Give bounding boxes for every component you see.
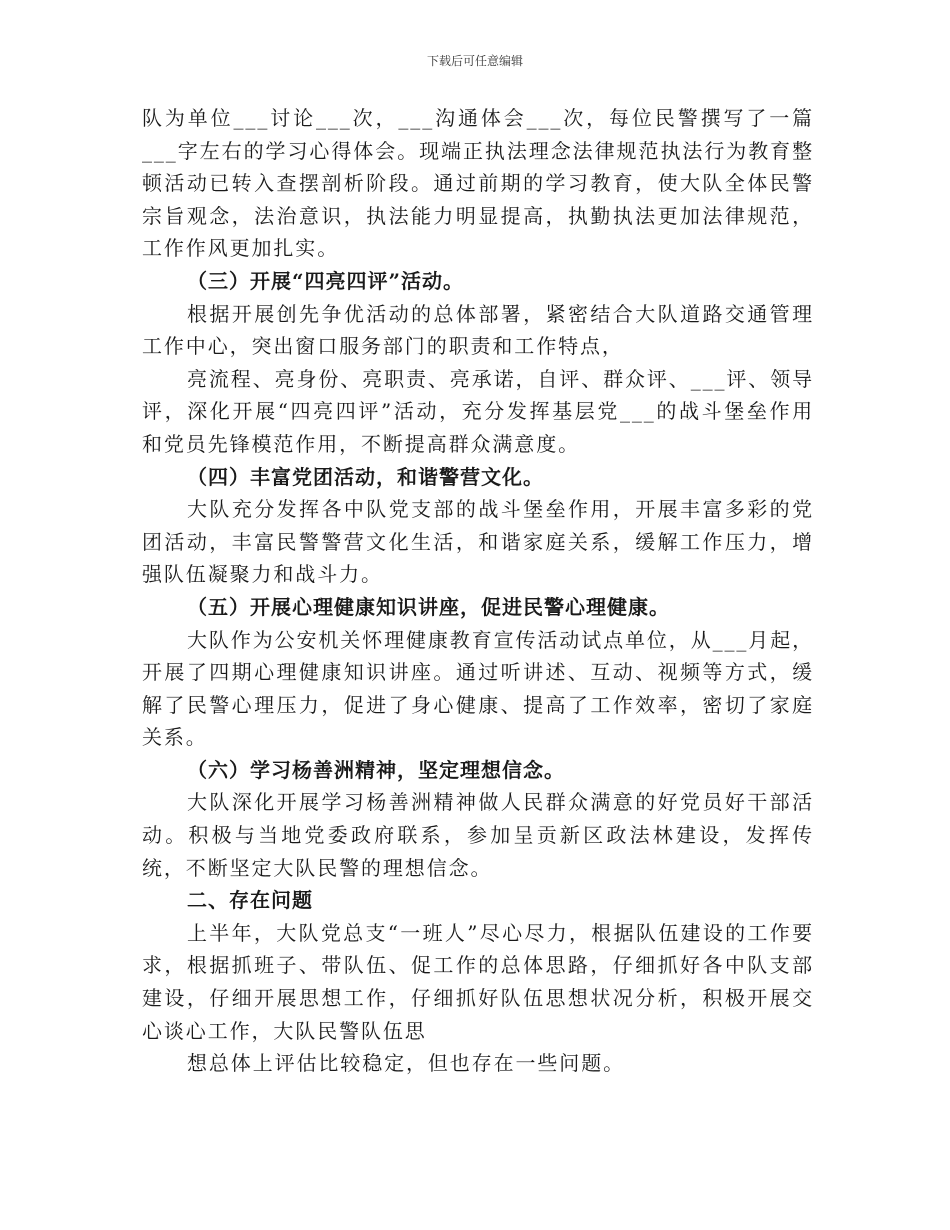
section-heading: （六）学习杨善洲精神，坚定理想信念。 [187,757,565,782]
paragraph: 亮流程、亮身份、亮职责、亮承诺，自评、群众评、___评、领导评，深化开展“四亮四评”活动，充分发挥基层党___的战斗堡垒作用和党员先锋模范作用，不断提高群众满意度。 [142,366,814,456]
section-heading: （四）丰富党团活动，和谐警营文化。 [187,464,544,489]
paragraph: 队为单位___讨论___次，___沟通体会___次，每位民警撰写了一篇___字左右的学习心得体会。现端正执法理念法律规范执法行为教育整顿活动已转入查摆剖析阶段。通过前期的学习教育，使大队全体民警宗旨观念，法治意识，执法能力明显提高，执勤执法更加法律规范，工作作风更加扎实。 [142,106,814,261]
document-body [142,102,814,1080]
section-heading: 二、存在问题 [187,888,313,913]
paragraph: 想总体上评估比较稳定，但也存在一些问题。 [187,1051,625,1076]
paragraph: 大队深化开展学习杨善洲精神做人民群众满意的好党员好干部活动。积极与当地党委政府联系，参加呈贡新区政法林建设，发挥传统，不断坚定大队民警的理想信念。 [142,790,814,880]
paragraph: 大队作为公安机关怀理健康教育宣传活动试点单位，从___月起，开展了四期心理健康知识讲座。通过听讲述、互动、视频等方式，缓解了民警心理压力，促进了身心健康、提高了工作效率，密切了家庭关系。 [142,627,814,750]
page-header: 下载后可任意编辑 [426,54,523,68]
paragraph: 根据开展创先争优活动的总体部署，紧密结合大队道路交通管理工作中心，突出窗口服务部门的职责和工作特点， [142,301,814,359]
section-heading: （三）开展“四亮四评”活动。 [187,268,465,293]
paragraph: 大队充分发挥各中队党支部的战斗堡垒作用，开展丰富多彩的党团活动，丰富民警警营文化生活，和谐家庭关系，缓解工作压力，增强队伍凝聚力和战斗力。 [142,497,814,587]
section-heading: （五）开展心理健康知识讲座，促进民警心理健康。 [187,594,670,619]
paragraph: 上半年，大队党总支“一班人”尽心尽力，根据队伍建设的工作要求，根据抓班子、带队伍、促工作的总体思路，仔细抓好各中队支部建设，仔细开展思想工作，仔细抓好队伍思想状况分析，积极开展交心谈心工作，大队民警队伍思 [142,920,814,1043]
